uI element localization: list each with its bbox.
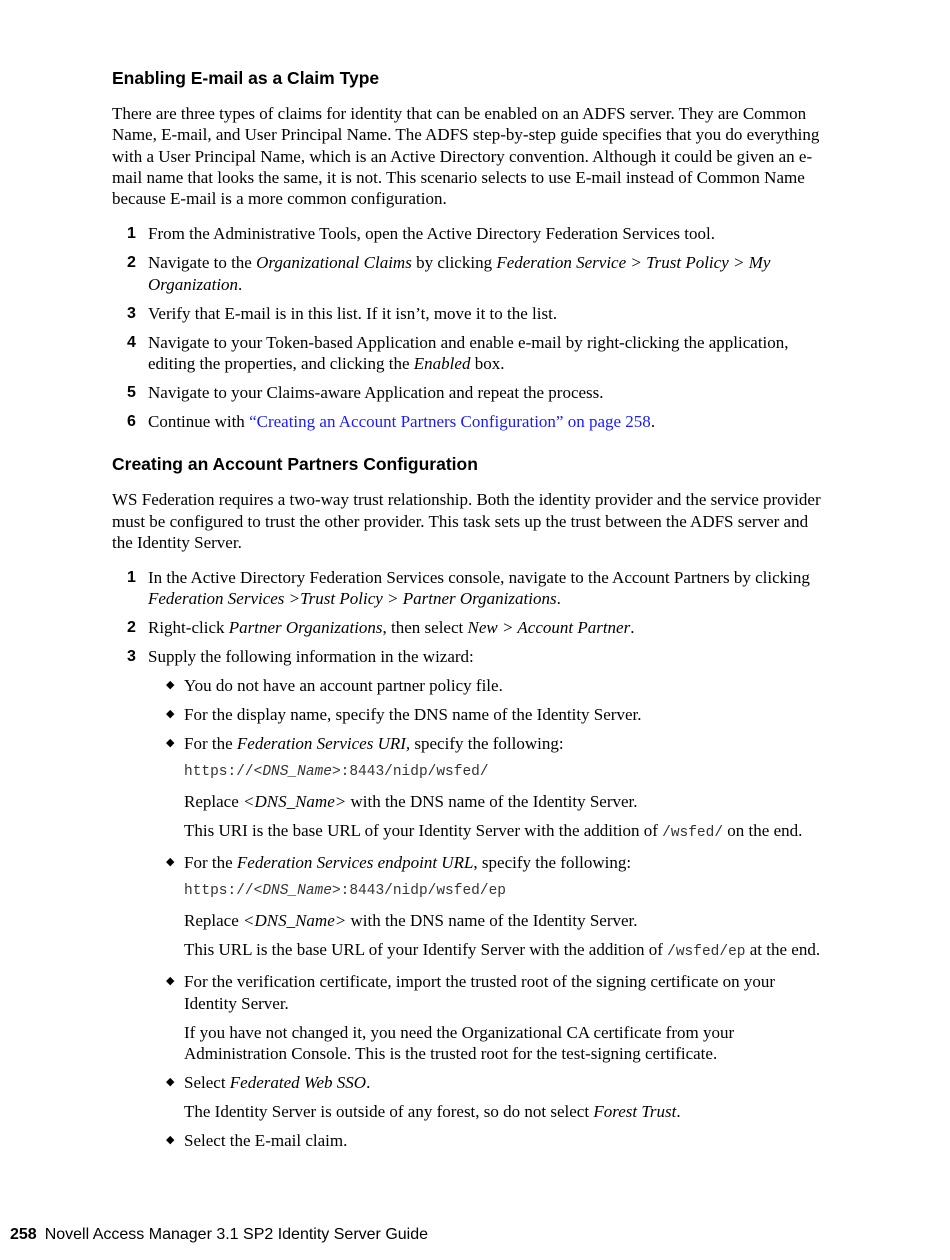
note-text: Replace (184, 911, 243, 931)
bullet-item (148, 675, 832, 696)
step-item (112, 223, 832, 244)
step-number: 1 (127, 225, 136, 243)
note-text: The Identity Server is outside of any forest, so do not select (184, 1101, 594, 1121)
code-placeholder: <DNS_Name> (253, 764, 341, 781)
placeholder-term: <DNS_Name> (243, 911, 347, 931)
code-text: https:// (184, 764, 254, 781)
code-line (184, 881, 832, 902)
step-text: . (650, 412, 656, 431)
ui-term: Enabled (413, 354, 471, 374)
steps-list (112, 567, 832, 1151)
step-item (112, 617, 832, 638)
step-text: box. (470, 354, 505, 374)
diamond-bullet-icon: ◆ (166, 1133, 175, 1146)
step-text: by clicking (411, 253, 497, 273)
step-item (112, 411, 832, 432)
bullet-text: . (366, 1072, 371, 1092)
code-line (184, 762, 832, 783)
step-text: In the Active Directory Federation Services console, navigate to the Account Partners by clicking (148, 568, 810, 588)
bullet-item (148, 704, 832, 725)
step-text: . (238, 274, 243, 294)
bullet-text: specify the following: (410, 734, 564, 754)
note-text: This URL is the base URL of your Identify Server with the addition of (184, 940, 668, 960)
note-text: with the DNS name of the Identity Server. (346, 911, 638, 931)
step-number: 3 (127, 304, 136, 322)
ui-term: Partner Organizations (228, 618, 383, 638)
bullet-item (148, 852, 832, 963)
step-text: . (556, 589, 561, 609)
bullet-text: Select the E-mail claim. (184, 1130, 348, 1150)
note-paragraph (184, 791, 832, 812)
step-number: 4 (127, 333, 136, 351)
steps-list (112, 223, 832, 432)
page-footer (10, 1224, 428, 1246)
note-text: with the DNS name of the Identity Server. (346, 792, 638, 812)
bullet-text: For the verification certificate, import the trusted root of the signing certificate on your Identity Server. (184, 972, 776, 1013)
bullet-item (148, 971, 832, 1064)
cross-reference-link[interactable]: “Creating an Account Partners Configuration” on page 258 (249, 412, 651, 431)
step-text: Supply the following information in the wizard: (148, 647, 474, 667)
bullet-text: For the (184, 853, 237, 873)
diamond-bullet-icon: ◆ (166, 975, 175, 988)
step-text: Continue with (148, 412, 250, 431)
step-number: 2 (127, 619, 136, 637)
ui-term: Federated Web SSO (229, 1072, 367, 1092)
ui-term: Federation Services URI, (236, 734, 411, 754)
step-text: Verify that E-mail is in this list. If it isn’t, move it to the list. (148, 303, 558, 323)
page-content (112, 66, 832, 1159)
step-number: 5 (127, 384, 136, 402)
bullet-item (148, 1130, 832, 1151)
step-item (112, 567, 832, 610)
bullet-list (148, 675, 832, 1151)
section-heading-account-partners: Creating an Account Partners Configuration (112, 454, 478, 475)
step-text: . (630, 618, 635, 638)
section-intro: There are three types of claims for identity that can be enabled on an ADFS server. They are Common Name, E-mail, and User Principal Name. The ADFS step-by-step guide specifies that you do everything with a User Principal Name, which is an Active Directory convention. Although it could be given an e-mail name that looks the same, it is not. This scenario selects to use E-mail instead of Common Name because E-mail is a more common configuration. (112, 104, 820, 209)
step-text: From the Administrative Tools, open the Active Directory Federation Services tool. (148, 224, 715, 244)
bullet-text: , specify the following: (473, 853, 632, 873)
note-paragraph: If you have not changed it, you need the Organizational CA certificate from your Administration Console. This is the trusted root for the test-signing certificate. (184, 1022, 735, 1063)
code-text: :8443/nidp/wsfed/ep (340, 883, 506, 900)
bullet-text: Select (184, 1072, 230, 1092)
diamond-bullet-icon: ◆ (166, 737, 175, 750)
step-item (112, 382, 832, 403)
diamond-bullet-icon: ◆ (166, 1075, 175, 1088)
step-number: 2 (127, 254, 136, 272)
section-heading-email-claim: Enabling E-mail as a Claim Type (112, 68, 380, 88)
bullet-item (148, 733, 832, 844)
note-text: This URI is the base URL of your Identity Server with the addition of (184, 821, 663, 841)
code-text: :8443/nidp/wsfed/ (340, 764, 489, 781)
note-text: on the end. (723, 821, 803, 841)
code-text: https:// (184, 883, 254, 900)
bullet-text: For the display name, specify the DNS name of the Identity Server. (184, 705, 642, 725)
inline-code: /wsfed/ (662, 825, 724, 842)
note-text: Replace (184, 792, 243, 812)
step-text: Navigate to your Claims-aware Application and repeat the process. (148, 383, 604, 403)
ui-path: New > Account Partner (467, 618, 631, 638)
diamond-bullet-icon: ◆ (166, 856, 175, 869)
step-number: 6 (127, 413, 136, 430)
ui-term: Federation Services endpoint URL (236, 853, 474, 873)
note-paragraph (184, 1101, 832, 1122)
diamond-bullet-icon: ◆ (166, 679, 175, 692)
step-text: Navigate to your Token-based Application and enable e-mail by right-clicking the application, editing the properties, and clicking the (148, 332, 789, 374)
bullet-text: For the (184, 734, 237, 754)
ui-term: Organizational Claims (256, 253, 412, 273)
note-text: . (676, 1101, 681, 1121)
step-number: 3 (127, 648, 136, 666)
section-intro: WS Federation requires a two-way trust relationship. Both the identity provider and the service provider must be configured to trust the other provider. This task sets up the trust between the ADFS server and the Identity Server. (112, 490, 821, 552)
step-text: , then select (382, 618, 468, 638)
code-placeholder: <DNS_Name> (253, 883, 341, 900)
step-number: 1 (127, 569, 136, 587)
note-paragraph (184, 939, 832, 963)
bullet-text: You do not have an account partner policy file. (184, 676, 503, 696)
page-number: 258 (10, 1226, 37, 1243)
step-item (112, 646, 832, 1151)
step-item (112, 252, 832, 295)
book-title: Novell Access Manager 3.1 SP2 Identity Server Guide (44, 1226, 429, 1243)
step-item (112, 332, 832, 375)
step-text: Right-click (148, 618, 229, 638)
step-item (112, 303, 832, 324)
ui-path: Federation Service > Trust Policy > My Organization (148, 253, 771, 294)
note-text: at the end. (745, 940, 821, 960)
step-text: Navigate to the (148, 253, 257, 273)
inline-code: /wsfed/ep (667, 944, 746, 961)
diamond-bullet-icon: ◆ (166, 708, 175, 721)
placeholder-term: <DNS_Name> (243, 792, 347, 812)
note-paragraph (184, 910, 832, 931)
note-paragraph (184, 820, 832, 844)
ui-term: Forest Trust (593, 1101, 677, 1121)
bullet-item (148, 1072, 832, 1122)
ui-path: Federation Services >Trust Policy > Partner Organizations (148, 589, 557, 609)
